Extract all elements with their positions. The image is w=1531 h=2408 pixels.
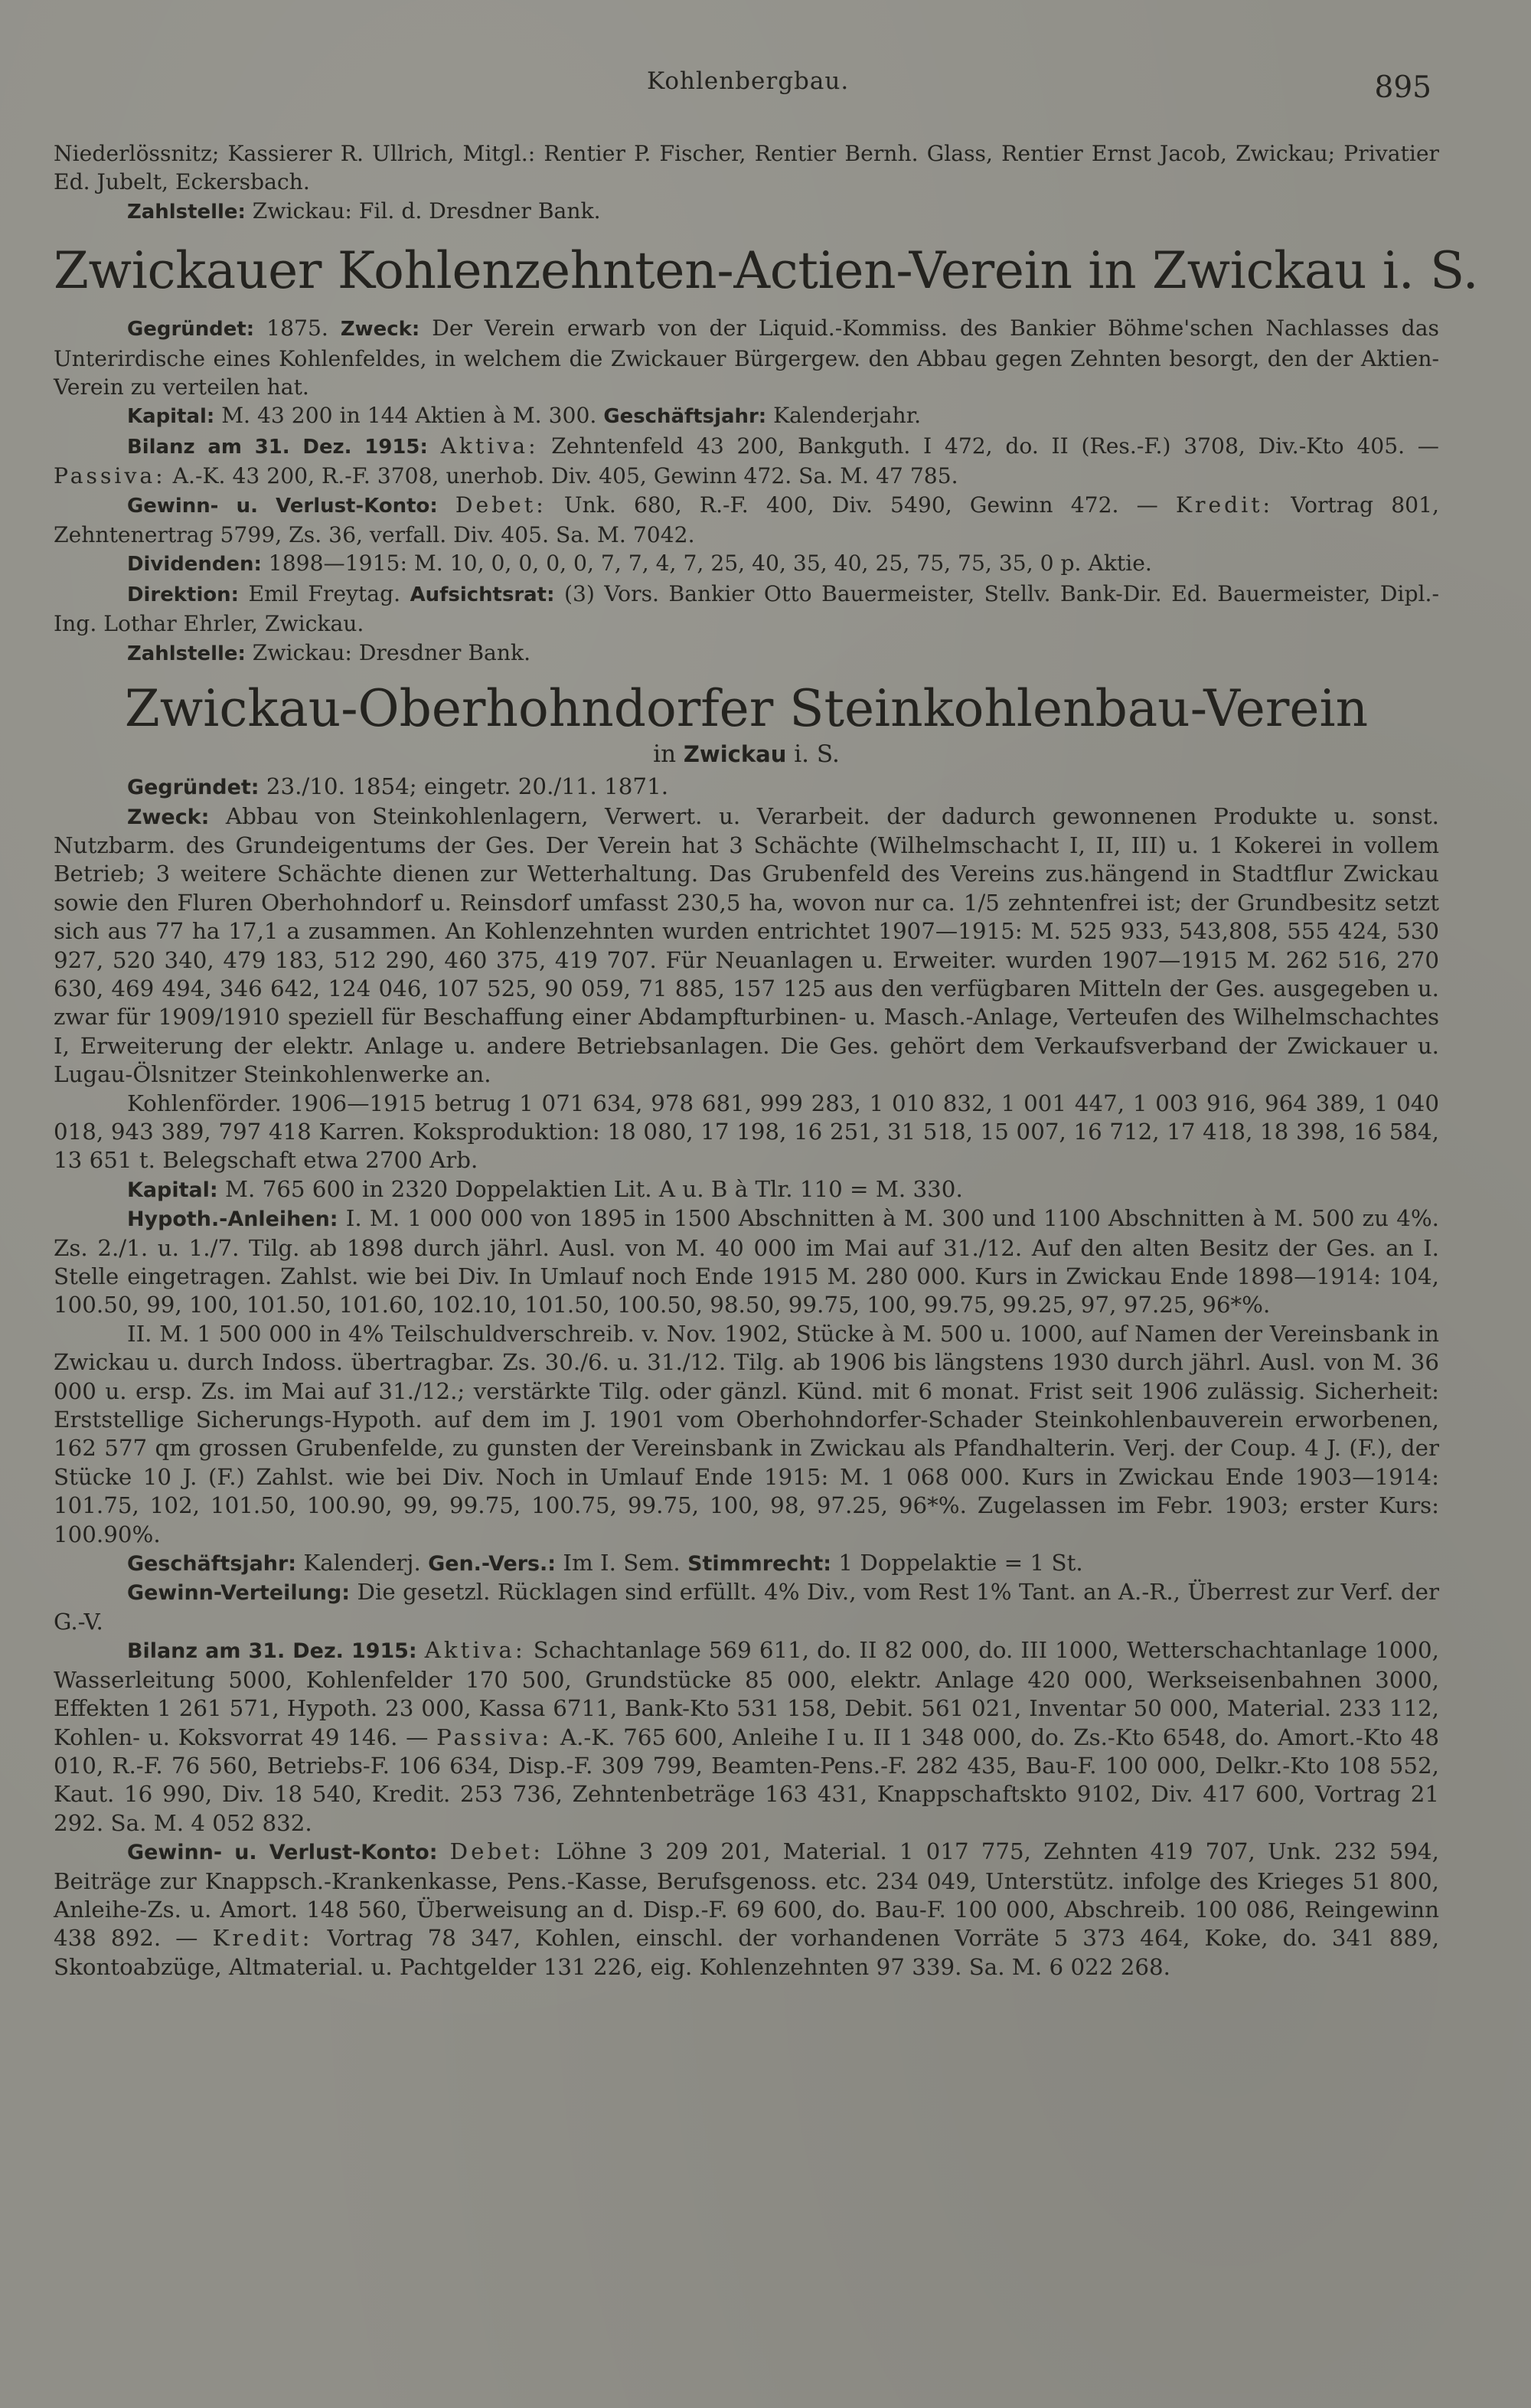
subtitle-post: i. S. <box>786 740 840 769</box>
geschaeftsjahr-label: Geschäftsjahr: <box>603 405 767 429</box>
kapital-text: M. 43 200 in 144 Aktien à M. 300. <box>214 403 604 429</box>
bilanz-label: Bilanz am 31. Dez. 1915: <box>127 1639 417 1664</box>
gegruendet-label: Gegründet: <box>127 318 255 341</box>
kapital-text: M. 765 600 in 2320 Doppelaktien Lit. A u. B à Tlr. 110 = M. 330. <box>217 1175 963 1202</box>
hypoth-text: I. M. 1 000 000 von 1895 in 1500 Abschnitten à M. 300 und 1100 Abschnitten à M. 500 zu 4%. Zs. 2./1. u. 1./7. Tilg. ab 1898 durch jährl. Ausl. von M. 40 000 im Mai auf 31./12. Auf den alten Besitz der Ges. an I. Stelle eingetragen. Zahlst. wie bei Div. In Umlauf noch Ende 1915 M. 280 000. Kurs in Zwickau Ende 1898—1914: 104, 100.50, 99, 100, 101.50, 101.60, 102.10, 101.50, 100.50, 98.50, 99.75, 100, 99.75, 99.25, 97, 97.25, 96*%. <box>54 1205 1439 1318</box>
hypoth-label: Hypoth.-Anleihen: <box>127 1207 338 1232</box>
company1-title: Zwickauer Kohlenzehnten-Actien-Verein in Zwickau i. S. <box>54 241 1479 301</box>
stimmrecht-text: 1 Doppelaktie = 1 St. <box>831 1550 1083 1576</box>
company2-gewinnverteilung <box>54 1578 1439 1636</box>
company2-zweck <box>54 802 1439 1090</box>
debet-text: Löhne 3 209 201, Material. 1 017 775, Zehnten 419 707, Unk. 232 594, Beiträge zur Knappsch.-Krankenkasse, Pens.-Kasse, Berufsgenoss. etc. 234 049, Unterstütz. infolge des Krieges 51 800, Anleihe-Zs. u. Amort. 148 560, Überweisung an d. Disp.-F. 69 600, do. Bau-F. 100 000, Abschreib. 100 086, Reingewinn 438 892. — <box>54 1838 1439 1952</box>
zweck-label: Zweck: <box>127 805 210 829</box>
company2-geschaeftsjahr <box>54 1549 1439 1578</box>
kohlenfoerder-text: Kohlenförder. 1906—1915 betrug 1 071 634, 978 681, 999 283, 1 010 832, 1 001 447, 1 003 916, 964 389, 1 040 018, 943 389, 797 418 Karren. Koksproduktion: 18 080, 17 198, 16 251, 31 518, 15 007, 16 712, 17 418, 18 398, 16 584, 13 651 t. Belegschaft etwa 2700 Arb. <box>54 1090 1439 1174</box>
company1-zahlstelle <box>54 639 1439 668</box>
gegruendet-text: 23./10. 1854; eingetr. 20./11. 1871. <box>259 773 669 800</box>
gewinnverteilung-label: Gewinn-Verteilung: <box>127 1581 351 1606</box>
kredit-text: Vortrag 78 347, Kohlen, einschl. der vorhandenen Vorräte 5 373 464, Koke, do. 341 889, Skontoabzüge, Altmaterial. u. Pachtgelder 131 226, eig. Kohlenzehnten 97 339. Sa. M. 6 022 268. <box>54 1925 1440 1980</box>
passiva-label: Passiva: <box>436 1724 553 1750</box>
gegruendet-label: Gegründet: <box>127 776 260 800</box>
kapital-label: Kapital: <box>127 1178 218 1202</box>
aktiva-text: Zehntenfeld 43 200, Bankguth. I 472, do. II (Res.-F.) 3708, Div.-Kto 405. — <box>538 433 1439 459</box>
kredit-label: Kredit: <box>1175 492 1274 518</box>
company1-bilanz <box>54 432 1439 491</box>
company2-anleihe-2 <box>54 1320 1439 1549</box>
direktion-label: Direktion: <box>127 583 239 606</box>
dividenden-text: 1898—1915: M. 10, 0, 0, 0, 0, 7, 7, 4, 7, 25, 40, 35, 40, 25, 75, 75, 35, 0 p. Aktie. <box>261 551 1152 577</box>
aktiva-label: Aktiva: <box>440 433 539 459</box>
genvers-label: Gen.-Vers.: <box>428 1552 557 1576</box>
zahlstelle-label: Zahlstelle: <box>127 642 246 665</box>
intro-paragraph <box>54 139 1439 197</box>
company2-title: Zwickau-Oberhohndorfer Steinkohlenbau-Verein <box>124 679 1369 739</box>
kredit-text: Vortrag 801, Zehntenertrag 5799, Zs. 36, verfall. Div. 405. Sa. M. 7042. <box>54 492 1439 548</box>
debet-label: Debet: <box>449 1838 544 1865</box>
company1-kapital <box>54 401 1439 431</box>
company2-hypoth <box>54 1204 1439 1320</box>
company2-gegruendet <box>54 773 1439 802</box>
zahlstelle-text: Zwickau: Dresdner Bank. <box>245 639 531 665</box>
stimmrecht-label: Stimmrecht: <box>687 1552 832 1576</box>
aktiva-text: Schachtanlage 569 611, do. II 82 000, do. III 1000, Wetterschachtanlage 1000, Wasserleitung 5000, Kohlenfelder 170 500, Grundstücke 85 000, elektr. Anlage 420 000, Werkseisenbahnen 3000, Effekten 1 261 571, Hypoth. 23 000, Kassa 6711, Bank-Kto 531 158, Debit. 561 021, Inventar 50 000, Material. 233 112, Kohlen- u. Koksvorrat 49 146. — <box>54 1637 1439 1750</box>
company2-kapital <box>54 1175 1439 1204</box>
aufsichtsrat-text: (3) Vors. Bankier Otto Bauermeister, Stellv. Bank-Dir. Ed. Bauermeister, Dipl.-Ing. Lothar Ehrler, Zwickau. <box>54 580 1439 637</box>
zweck-label: Zweck: <box>340 318 420 341</box>
bilanz-label: Bilanz am 31. Dez. 1915: <box>127 435 428 459</box>
guv-label: Gewinn- u. Verlust-Konto: <box>127 1841 438 1865</box>
page-number: 895 <box>1374 70 1431 105</box>
passiva-text: A.-K. 765 600, Anleihe I u. II 1 348 000, do. Zs.-Kto 6548, do. Amort.-Kto 48 010, R.-F. 76 560, Betriebs-F. 106 634, Disp.-F. 309 799, Beamten-Pens.-F. 282 435, Bau-F. 100 000, Delkr.-Kto 108 552, Kaut. 16 990, Div. 18 540, Kredit. 253 736, Zehntenbeträge 163 431, Knappschaftskto 9102, Div. 417 600, Vortrag 21 292. Sa. M. 4 052 832. <box>54 1724 1439 1836</box>
guv-label: Gewinn- u. Verlust-Konto: <box>127 494 438 518</box>
passiva-text: A.-K. 43 200, R.-F. 3708, unerhob. Div. 405, Gewinn 472. Sa. M. 47 785. <box>165 463 958 489</box>
kredit-label: Kredit: <box>212 1925 313 1952</box>
company2-kohlenfoerderung <box>54 1090 1439 1175</box>
subtitle-pre: in <box>653 740 684 769</box>
company1-gegruendet <box>54 314 1439 401</box>
passiva-label: Passiva: <box>54 463 166 489</box>
aktiva-label: Aktiva: <box>424 1637 526 1664</box>
subtitle-city: Zwickau <box>683 741 787 768</box>
company1-dividenden <box>54 549 1439 579</box>
geschaeftsjahr-label: Geschäftsjahr: <box>127 1552 297 1576</box>
gegruendet-text: 1875. <box>254 315 341 341</box>
gewinnverteilung-text: Die gesetzl. Rücklagen sind erfüllt. 4% Div., vom Rest 1% Tant. an A.-R., Überrest zur Verf. der G.-V. <box>54 1579 1439 1635</box>
running-head: Kohlenbergbau. <box>647 67 850 95</box>
zweck-text: Abbau von Steinkohlenlagern, Verwert. u. Verarbeit. der dadurch gewonnenen Produkte u. sonst. Nutzbarm. des Grundeigentums der Ges. Der Verein hat 3 Schächte (Wilhelmschacht I, II, III) u. 1 Kokerei in vollem Betrieb; 3 weitere Schächte dienen zur Wetterhaltung. Das Grubenfeld des Vereins zus.hängend in Stadtflur Zwickau sowie den Fluren Oberhohndorf u. Reinsdorf umfasst 230,5 ha, wovon nur ca. 1/5 zehntenfrei ist; der Grundbesitz setzt sich aus 77 ha 17,1 a zusammen. An Kohlenzehnten wurden entrichtet 1907—1915: M. 525 933, 543,808, 555 424, 530 927, 520 340, 479 183, 512 290, 460 375, 419 707. Für Neuanlagen u. Erweiter. wurden 1907—1915 M. 262 516, 270 630, 469 494, 346 642, 124 046, 107 525, 90 059, 71 885, 157 125 aus den verfügbaren Mitteln der Ges. ausgegeben u. zwar für 1909/1910 speziell für Beschaffung einer Abdampfturbinen- u. Masch.-Anlage, Verteufen des Wilhelmschachtes I, Erweiterung der elektr. Anlage u. andere Betriebsanlagen. Die Ges. gehört dem Verkaufsverband der Zwickauer u. Lugau-Ölsnitzer Steinkohlenwerke an. <box>54 802 1439 1088</box>
geschaeftsjahr-text: Kalenderjahr. <box>766 403 922 429</box>
company2-bilanz <box>54 1636 1439 1838</box>
aufsichtsrat-label: Aufsichtsrat: <box>410 583 555 606</box>
kapital-label: Kapital: <box>127 405 215 429</box>
dividenden-label: Dividenden: <box>127 553 262 577</box>
geschaeftsjahr-text: Kalenderj. <box>296 1550 429 1576</box>
direktion-text: Emil Freytag. <box>239 580 410 606</box>
debet-label: Debet: <box>455 492 547 518</box>
zweck-text: Der Verein erwarb von der Liquid.-Kommiss. des Bankier Böhme'schen Nachlasses das Unterirdische eines Kohlenfeldes, in welchem die Zwickauer Bürgergew. den Abbau gegen Zehnten besorgt, den der Aktien-Verein zu verteilen hat. <box>54 315 1439 400</box>
company2-subtitle <box>54 739 1439 769</box>
anleihe2-text: II. M. 1 500 000 in 4% Teilschuldverschreib. v. Nov. 1902, Stücke à M. 500 u. 1000, auf Namen der Vereinsbank in Zwickau u. durch Indoss. übertragbar. Zs. 30./6. u. 31./12. Tilg. ab 1906 bis längstens 1930 durch jährl. Ausl. von M. 36 000 u. ersp. Zs. im Mai auf 31./12.; verstärkte Tilg. oder gänzl. Künd. mit 6 monat. Frist seit 1906 zulässig. Sicherheit: Erststellige Sicherungs-Hypoth. auf dem im J. 1901 vom Oberhohndorfer-Schader Steinkohlenbauverein erworbenen, 162 577 qm grossen Grubenfelde, zu gunsten der Vereinsbank in Zwickau als Pfandhalterin. Verj. der Coup. 4 J. (F.), der Stücke 10 J. (F.) Zahlst. wie bei Div. Noch in Umlauf Ende 1915: M. 1 068 000. Kurs in Zwickau Ende 1903—1914: 101.75, 102, 101.50, 100.90, 99, 99.75, 100.75, 99.75, 100, 98, 97.25, 96*%. Zugelassen im Febr. 1903; erster Kurs: 100.90%. <box>54 1320 1439 1547</box>
company1-direktion <box>54 580 1439 639</box>
intro-line: Niederlössnitz; Kassierer R. Ullrich, Mitgl.: Rentier P. Fischer, Rentier Bernh. Glass, Rentier Ernst Jacob, Zwickau; Privatier Ed. Jubelt, Eckersbach. <box>54 141 1439 195</box>
genvers-text: Im I. Sem. <box>556 1550 688 1576</box>
zahlstelle-text: Zwickau: Fil. d. Dresdner Bank. <box>245 198 601 224</box>
zahlstelle-label: Zahlstelle: <box>127 200 246 224</box>
page-content <box>54 139 1479 1982</box>
company2-guv <box>54 1838 1439 1982</box>
company1-guv <box>54 491 1439 550</box>
debet-text: Unk. 680, R.-F. 400, Div. 5490, Gewinn 472. — <box>546 492 1176 518</box>
intro-zahlstelle <box>54 197 1439 227</box>
